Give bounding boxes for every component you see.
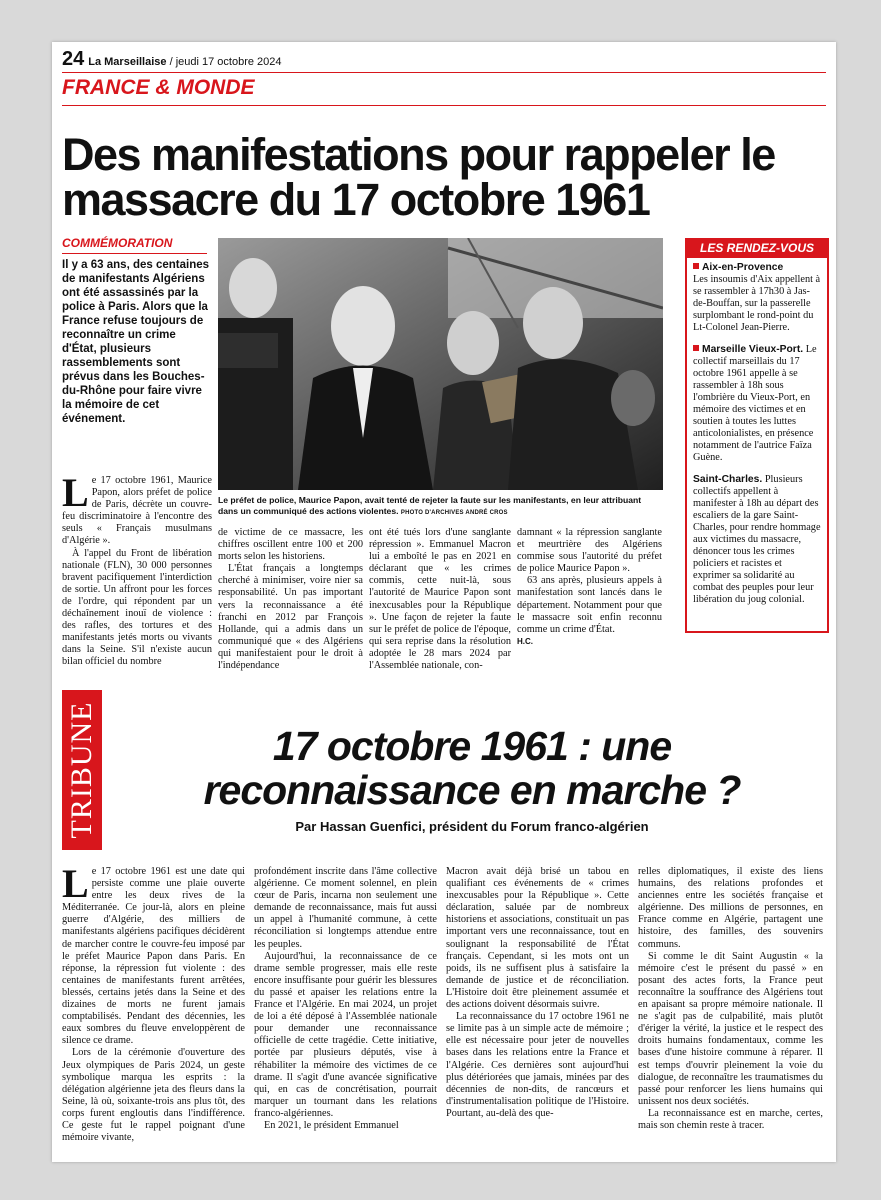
tribune-drop-cap: L <box>62 861 89 906</box>
section-rubric: FRANCE & MONDE <box>62 76 255 99</box>
tribune-text: Aujourd'hui, la reconnaissance de ce drame semble progresser, mais elle reste encore insuffisante pour guérir les blessures du passé et apaiser les relations entre la France et l'Algérie. En mai 2024, un projet de loi a été déposé à l'Assemblée nationale pour demander une reconnaissance officielle de cette tragédie. Cette initiative, portée par plusieurs députés, vise à réhabiliter la mémoire des victimes de ce drame. Il s'agit d'une avancée significative qui, en cas de concrétisation, pourrait marquer un tournant dans les relations franco-algériennes. <box>254 950 437 1119</box>
article-column-4 <box>517 527 662 648</box>
article-text-7: 63 ans après, plusieurs appels à manifestation sont lancés dans le département. Notamment pour que le massacre soit enfin reconnu comme un crime d'État. <box>517 575 662 635</box>
rubric-rule <box>62 105 826 106</box>
article-text-3: de victime de ce massacre, les chiffres oscillent entre 100 et 200 morts selon les historiens. <box>218 527 363 563</box>
tribune-text: Lors de la cérémonie d'ouverture des Jeux olympiques de Paris 2024, un geste symbolique marqua les esprits : la délégation algérienne jeta des fleurs dans la Seine, là où, soixante-trois ans plus tôt, des corps furent engloutis dans l'indifférence. Ce geste fut le rappel poignant d'une mémoire vivante, <box>62 1047 245 1144</box>
article-column-2 <box>218 527 363 672</box>
rendezvous-place: Aix-en-Provence <box>702 262 784 273</box>
rendezvous-item <box>693 474 821 606</box>
tribune-column-3 <box>446 866 629 1120</box>
tribune-column-4 <box>638 866 823 1132</box>
rendezvous-item <box>693 344 821 464</box>
article-text-5: ont été tués lors d'une sanglante répression ». Emmanuel Macron lui a emboîté le pas en 2021 en déclarant que « les crimes commis, cette nuit-là, sous l'autorité de Maurice Papon sont inexcusables pour la République ». Une façon de rejeter la faute sur le préfet de police de l'époque, qui sera reprise dans la résolution adoptée le 28 mars 2024 par l'Assemblée nationale, con- <box>369 527 511 672</box>
tribune-text: profondément inscrite dans l'âme collective algérienne. Ce moment solennel, en plein cœur de Paris, incarna non seulement une demande de reconnaissance, mais fut aussi un appel à l'humanité commune, à cette réconciliation si longtemps attendue entre les peuples. <box>254 866 437 950</box>
issue-date: / jeudi 17 octobre 2024 <box>169 56 282 68</box>
rendezvous-text: Le collectif marseillais du 17 octobre 1961 appelle à se rassembler à 18h sous l'ombrière du Vieux-Port, en mémoire des victimes et en soutien à toutes les luttes anticolonialistes, en présence notamment de l'autrice Faïza Guène. <box>693 344 817 463</box>
tribune-text: e 17 octobre 1961 est une date qui persiste comme une plaie ouverte entre les deux rives de la Méditerranée. Ce jour-là, alors en pleine guerre d'Algérie, des milliers de manifestants algériens pacifiques décidèrent de marcher contre le couvre-feu imposé par le préfet Maurice Papon dans Paris. En réponse, la répression fut violente : des centaines de manifestants furent arrêtées, blessés, certains jetés dans la Seine et des dizaines de morts ne furent jamais comptabilisés. Pendant des décennies, les eaux sombres du fleuve enveloppèrent de silence ce drame. <box>62 866 245 1047</box>
tribune-text: relles diplomatiques, il existe des liens humains, des relations profondes et anciennes entre les sociétés française et algérienne. Des millions de personnes, en France comme en Algérie, partagent une histoire, des familles, des souvenirs communs. <box>638 866 823 950</box>
rendezvous-item <box>693 262 821 334</box>
rendezvous-text: Les insoumis d'Aix appellent à se rassembler à 17h30 à Jas-de-Bouffan, sur la passerelle surplombant le rond-point du Lt-Colonel Jean-Pierre. <box>693 274 821 333</box>
tribune-byline: Par Hassan Guenfici, président du Forum franco-algérien <box>295 819 649 834</box>
photo-illustration <box>218 238 663 490</box>
kicker: COMMÉMORATION <box>62 236 173 250</box>
folio <box>62 48 282 71</box>
kicker-rule <box>62 253 207 254</box>
headline: Des manifestations pour rappeler le massacre du 17 octobre 1961 <box>62 129 775 225</box>
tribune-label <box>62 690 102 850</box>
article-text-6: damnant « la répression sanglante et meurtrière des Algériens commise sous l'autorité du préfet de police Maurice Papon ». <box>517 527 662 575</box>
article-column-1 <box>62 470 212 669</box>
tribune-text: Macron avait déjà brisé un tabou en qualifiant ces événements de « crimes inexcusables pour la République ». Cette déclaration, saluée par de nombreux historiens et associations, constituait un pas important vers une reconnaissance, tout en soulignant la responsabilité de l'État français. Cependant, si les mots ont un poids, ils ne suffisent plus à satisfaire la demande de justice et de réconciliation. L'Histoire doit être pleinement assumée et des actions doivent désormais suivre. <box>446 866 629 1011</box>
photo-credit: PHOTO D'ARCHIVES ANDRÉ CROS <box>400 510 508 516</box>
red-square-icon <box>693 263 699 269</box>
article-text-4: L'État français a longtemps cherché à minimiser, voire nier sa responsabilité. Un pas important vers la reconnaissance a été franchi en 2012 par François Hollande, qui a admis dans un communiqué que « des Algériens qui manifestaient pour le droit à l'indépendance <box>218 563 363 672</box>
brand-name: La Marseillaise <box>88 56 167 68</box>
tribune-text: La reconnaissance est en marche, certes, mais son chemin reste à tracer. <box>638 1107 823 1131</box>
article-text-2: À l'appel du Front de libération nationale (FLN), 30 000 personnes bravent pacifiquement l'interdiction de sortie. Un affront pour les forces de l'ordre, qui répondent par un déchaînement inouï de violence : des rafles, des tortures et des manifestants jetés morts ou vivants dans la Seine. S'il n'existe aucun bilan officiel du nombre <box>62 547 212 668</box>
article-column-3 <box>369 527 511 672</box>
page-number: 24 <box>62 48 85 70</box>
tribune-label-text: TRIBUNE <box>65 701 98 839</box>
caption-text: Le préfet de police, Maurice Papon, avait tenté de rejeter la faute sur les manifestants, en leur attribuant dans un communiqué des actions violentes. <box>218 495 642 516</box>
tribune-text: La reconnaissance du 17 octobre 1961 ne se limite pas à un simple acte de mémoire ; elle est nécessaire pour jeter de nouvelles bases dans les relations entre la France et l'Algérie. Ces dernières sont aujourd'hui plus détériorées que jamais, minées par des décennies de non-dits, de rancœurs et d'instrumentalisation politique de l'Histoire. Pourtant, au-delà des que- <box>446 1011 629 1119</box>
drop-cap: L <box>62 470 89 515</box>
rendezvous-title: LES RENDEZ-VOUS <box>687 238 827 258</box>
rendezvous-place: Marseille Vieux-Port. <box>702 344 804 355</box>
tribune-title: 17 octobre 1961 : une reconnaissance en marche ? <box>203 723 741 813</box>
red-square-icon <box>693 345 699 351</box>
rendezvous-box <box>685 238 829 633</box>
rendezvous-place: Saint-Charles. <box>693 474 763 485</box>
article-signature: H.C. <box>517 636 533 646</box>
tribune-column-2 <box>254 866 437 1132</box>
rendezvous-text: Plusieurs collectifs appellent à manifester à 18h au départ des escaliers de la gare Saint-Charles, pour rendre hommage aux victimes du massacre, dénoncer tous les crimes policiers et racistes et exprimer sa solidarité au combat des peuples pour leur libération du joug colonial. <box>693 474 821 605</box>
tribune-text: En 2021, le président Emmanuel <box>264 1119 399 1131</box>
lead-paragraph: Il y a 63 ans, des centaines de manifestants Algériens ont été assassinés par la police à Paris. Alors que la France refuse toujours de reconnaître un crime d'État, plusieurs rassemblements sont prévus dans les Bouches-du-Rhône pour faire vivre la mémoire de cet événement. <box>62 259 210 425</box>
tribune-text: Si comme le dit Saint Augustin « la mémoire c'est le présent du passé » en posant des actes forts, la France peut reconnaître la souffrance des Algériens tout en apaisant sa propre mémoire nationale. Il ne s'agit pas de culpabilité, mais plutôt d'ériger la vérité, la justice et le respect des droits humains fondamentaux, comme les bases d'une histoire commune à réparer. Il est temps d'ouvrir pleinement la voie du dialogue, de reconnaître les traumatismes du passé pour renforcer les liens humains qui unissent nos deux sociétés. <box>638 950 823 1107</box>
top-rule <box>62 72 826 73</box>
photo-caption <box>218 495 663 519</box>
archive-photo <box>218 238 663 490</box>
article-text-1: e 17 octobre 1961, Maurice Papon, alors préfet de police de Paris, décrète un couvre-feu discriminatoire à l'encontre des seuls « Français musulmans d'Algérie ». <box>62 475 212 547</box>
tribune-column-1 <box>62 861 245 1144</box>
newspaper-page <box>52 42 836 1162</box>
